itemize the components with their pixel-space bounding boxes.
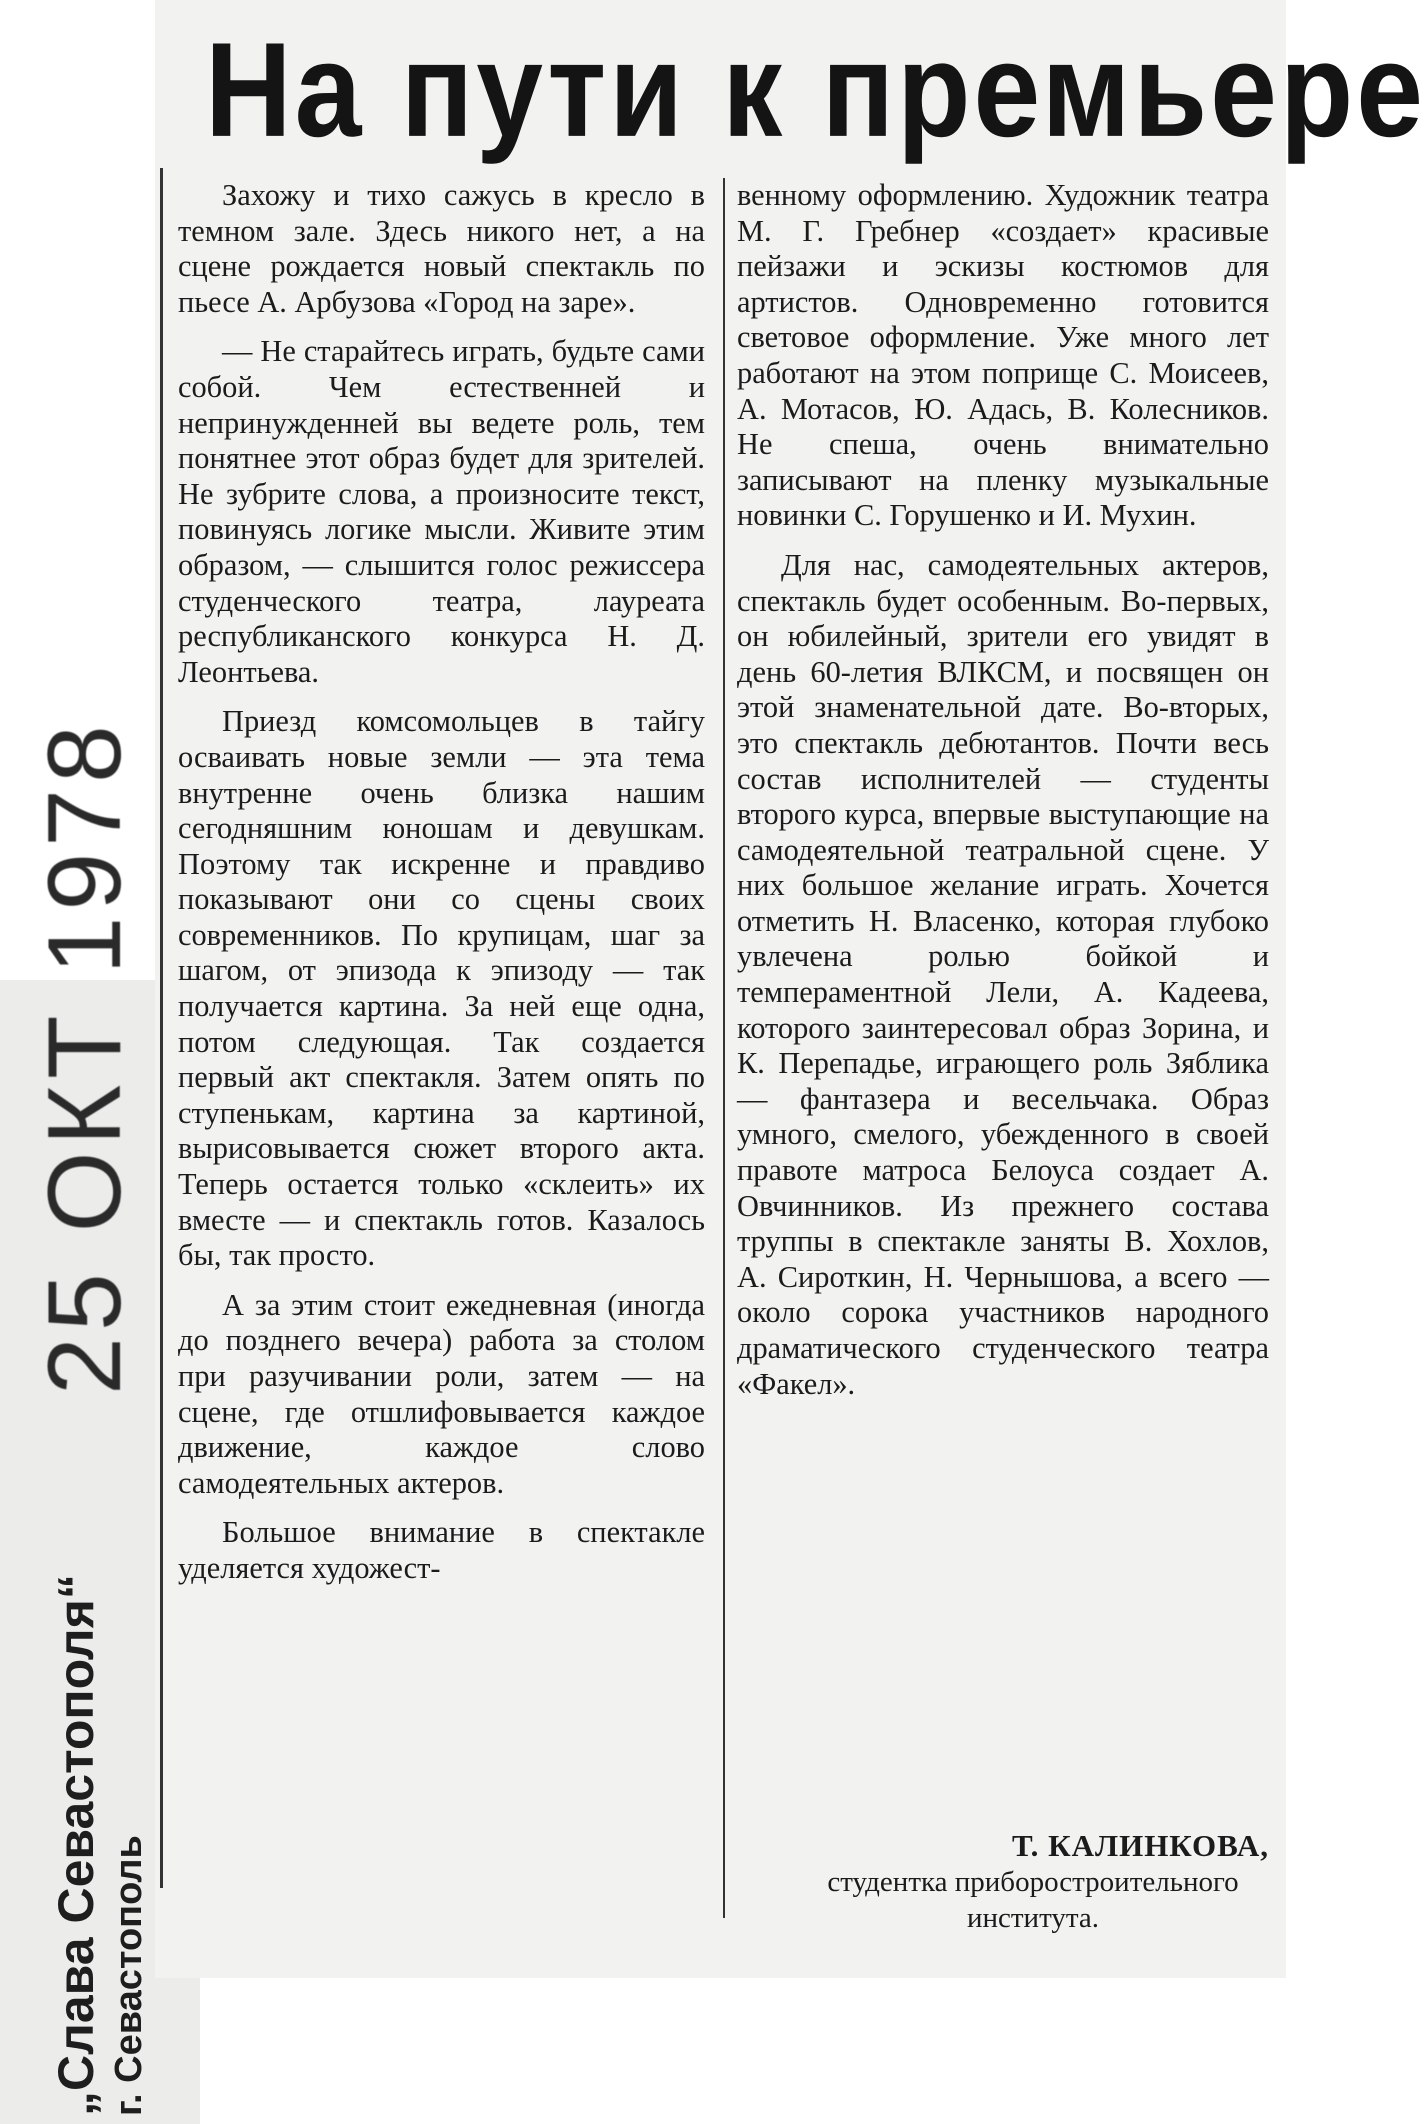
paragraph: Захожу и тихо сажусь в кресло в темном зале. Здесь никого нет, а на сцене рождается новый спектакль по пьесе А. Арбузова «Город на заре». [178, 178, 705, 319]
paragraph: А за этим стоит ежедневная (иногда до позднего вечера) работа за столом при разучивании роли, затем — на сцене, где отшлифовывается каждое движение, каждое слово самодеятельных актеров. [178, 1287, 705, 1500]
column-rule-left [160, 168, 163, 1888]
author-role: студентка приборостроительного института. [827, 1866, 1239, 1934]
city-stamp: г. Севастополь [108, 1835, 150, 2116]
column-rule-middle [723, 178, 725, 1918]
article-column-1 [178, 178, 705, 1601]
newspaper-name-stamp: „Слава Севастополя“ [48, 1574, 104, 2116]
paragraph: Для нас, самодеятельных актеров, спектакль будет особенным. Во-первых, он юбилейный, зрители его увидят в день 60-летия ВЛКСМ, и посвящен он этой знаменательной дате. Во-вторых, это спектакль дебютантов. Почти весь состав исполнителей — студенты второго курса, впервые выступающие на самодеятельной театральной сцене. У них большое желание играть. Хочется отметить Н. Власенко, которая глубоко увлечена ролью бойкой и темпераментной Лели, А. Кадеева, которого заинтересовал образ Зорина, и К. Перепадье, играющего роль Зяблика — фантазера и весельчака. Образ умного, смелого, убежденного в своей правоте матроса Белоуса создает А. Овчинников. Из прежнего состава труппы в спектакле заняты В. Хохлов, А. Сироткин, Н. Чернышова, а всего — около сорока участников народного драматического студенческого театра «Факел». [737, 547, 1269, 1401]
paragraph: — Не старайтесь играть, будьте сами собой. Чем естественней и непринужденней вы ведете роль, тем понятнее этот образ будет для зрителей. Не зубрите слова, а произносите текст, повинуясь логике мысли. Живите этим образом, — слышится голос режиссера студенческого театра, лауреата республиканского конкурса Н. Д. Леонтьева. [178, 334, 705, 689]
article-column-2 [737, 178, 1269, 1416]
article-headline: На пути к премьере [205, 14, 1426, 166]
author-name: Т. КАЛИНКОВА, [1012, 1828, 1269, 1863]
paragraph: Приезд комсомольцев в тайгу осваивать новые земли — эта тема внутренне очень близка нашим сегодняшним юношам и девушкам. Поэтому так искренне и правдиво показывают они со сцены своих современников. По крупицам, шаг за шагом, от эпизода к эпизоду — так получается картина. За ней еще одна, потом следующая. Так создается первый акт спектакля. Затем опять по ступенькам, картина за картиной, вырисовывается сюжет второго акта. Теперь остается только «склеить» их вместе — и спектакль готов. Казалось бы, так просто. [178, 704, 705, 1273]
date-stamp: 25 ОКТ 1978 [27, 719, 143, 1395]
paragraph: Большое внимание в спектакле уделяется художест- [178, 1515, 705, 1585]
paragraph: венному оформлению. Художник театра М. Г. Гребнер «создает» красивые пейзажи и эскизы костюмов для артистов. Одновременно готовится световое оформление. Уже много лет работают на этом поприще С. Моисеев, А. Мотасов, Ю. Адась, В. Колесников. Не спеша, очень внимательно записывают на пленку музыкальные новинки С. Горушенко и И. Мухин. [737, 178, 1269, 533]
